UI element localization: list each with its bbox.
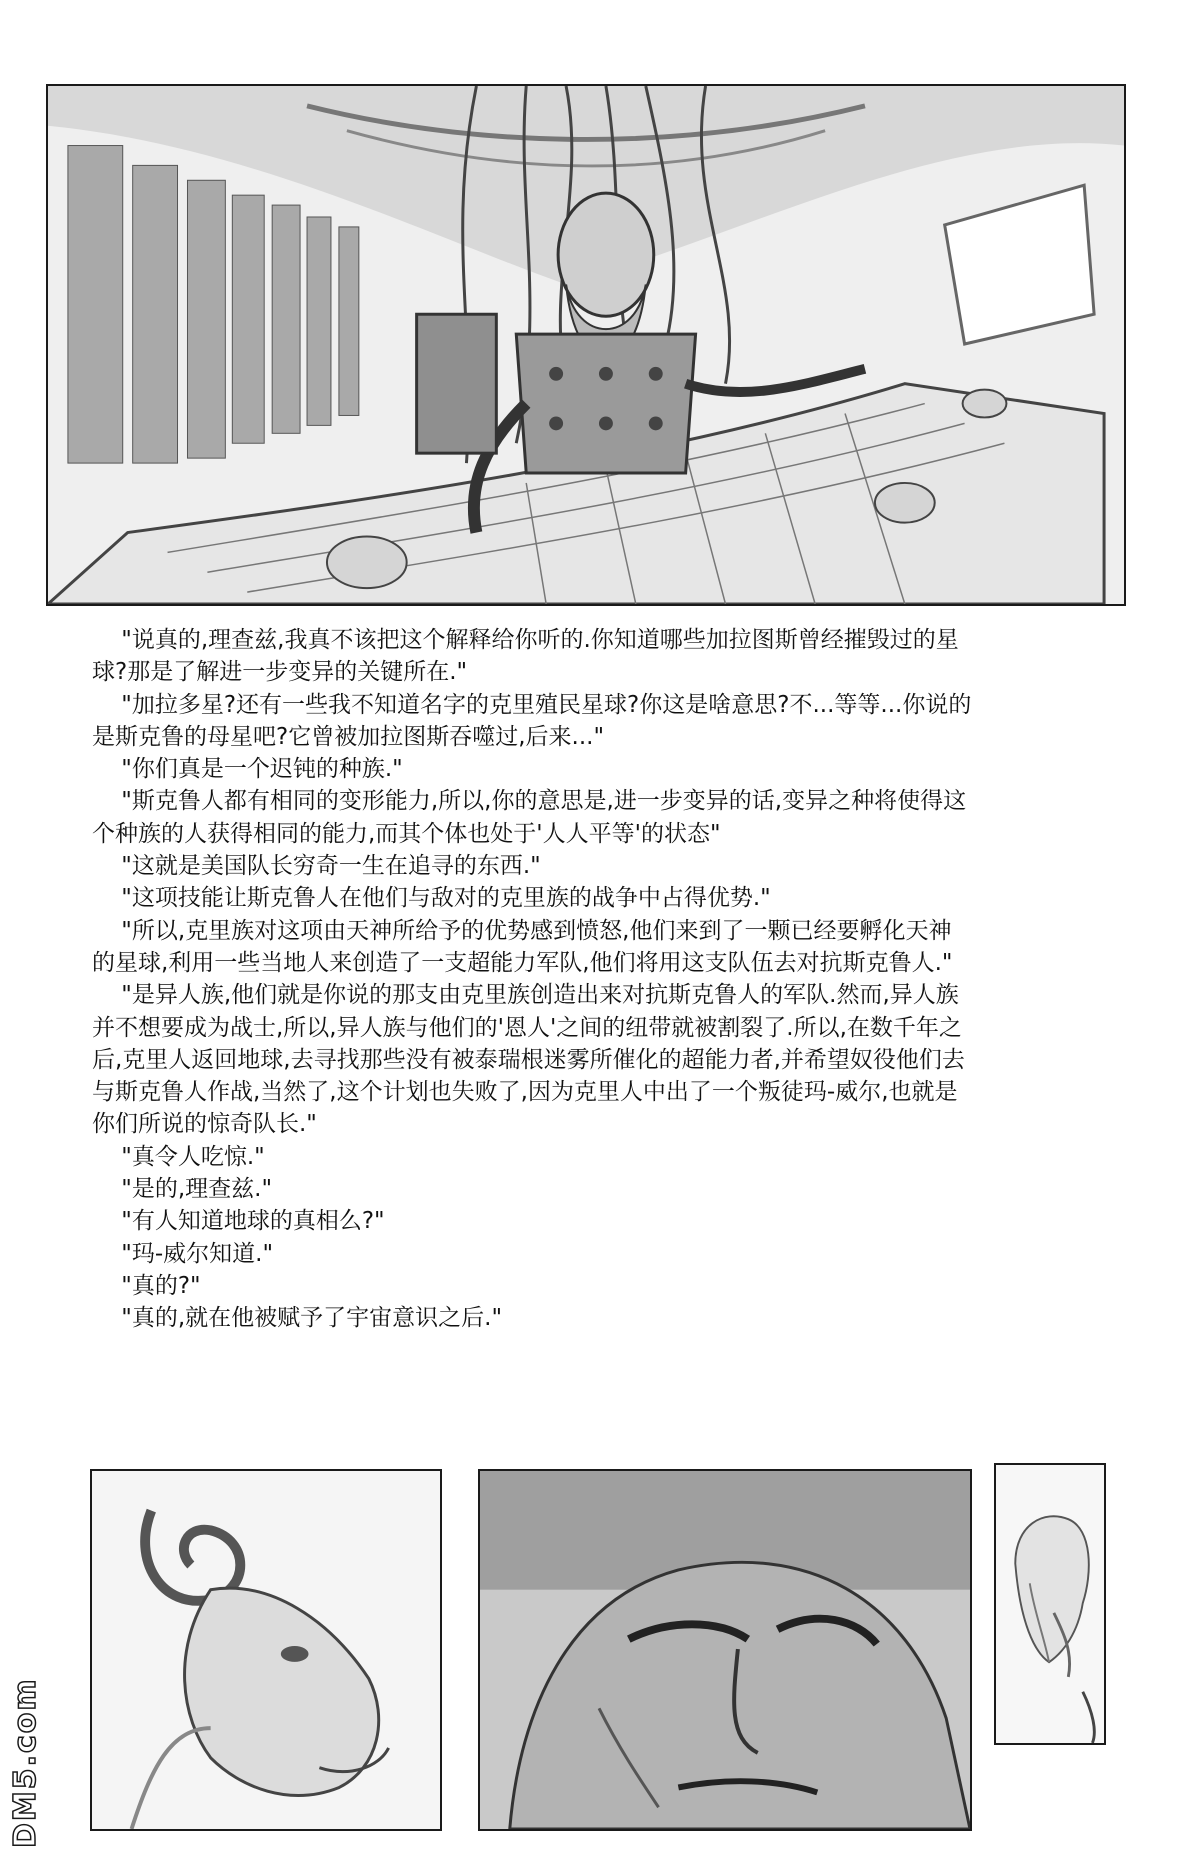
paragraph: "真的?" [92, 1272, 201, 1299]
paragraph: "这项技能让斯克鲁人在他们与敌对的克里族的战争中占得优势." [92, 885, 771, 912]
paragraph: "真的,就在他被赋予了宇宙意识之后." [92, 1305, 503, 1332]
narrative-text [92, 624, 1142, 1335]
console-scene-illustration [48, 86, 1124, 604]
ram-creature-illustration [92, 1471, 440, 1829]
site-watermark [6, 1635, 46, 1850]
panel-ram-creature [90, 1469, 442, 1831]
paragraph: "所以,克里族对这项由天神所给予的优势感到愤怒,他们来到了一颗已经要孵化天神 的星球,利用一些当地人来创造了一支超能力军队,他们将用这支队伍去对抗斯克鲁人." [92, 917, 953, 976]
closeup-face-illustration [480, 1471, 970, 1829]
old-figure-illustration [996, 1465, 1104, 1743]
panel-console-scene [46, 84, 1126, 606]
paragraph: "玛-威尔知道." [92, 1240, 274, 1267]
paragraph: "是的,理查兹." [92, 1176, 273, 1203]
panel-old-figure [994, 1463, 1106, 1745]
paragraph: "真令人吃惊." [92, 1143, 265, 1170]
panel-closeup-face [478, 1469, 972, 1831]
paragraph: "这就是美国队长穷奇一生在追寻的东西." [92, 853, 541, 880]
watermark-text: DM5.com [8, 1677, 43, 1848]
paragraph: "是异人族,他们就是你说的那支由克里族创造出来对抗斯克鲁人的军队.然而,异人族 并不想要成为战士,所以,异人族与他们的'恩人'之间的纽带就被割裂了.所以,在数千年之 后,克里人返回地球,去寻找那些没有被泰瑞根迷雾所催化的超能力者,并希望奴役他们去 与斯克鲁人作战,当然了,这个计划也失败了,因为克里人中出了一个叛徒玛-威尔,也就是 你们所说的惊奇队长." [92, 982, 965, 1138]
paragraph: "有人知道地球的真相么?" [92, 1208, 385, 1235]
paragraph: "你们真是一个迟钝的种族." [92, 756, 403, 783]
paragraph: "加拉多星?还有一些我不知道名字的克里殖民星球?你这是啥意思?不...等等...你说的 是斯克鲁的母星吧?它曾被加拉图斯吞噬过,后来..." [92, 691, 972, 750]
paragraph: "斯克鲁人都有相同的变形能力,所以,你的意思是,进一步变异的话,变异之种将使得这 个种族的人获得相同的能力,而其个体也处于'人人平等'的状态" [92, 788, 967, 847]
paragraph: "说真的,理查兹,我真不该把这个解释给你听的.你知道哪些加拉图斯曾经摧毁过的星 球?那是了解进一步变异的关键所在." [92, 627, 959, 686]
